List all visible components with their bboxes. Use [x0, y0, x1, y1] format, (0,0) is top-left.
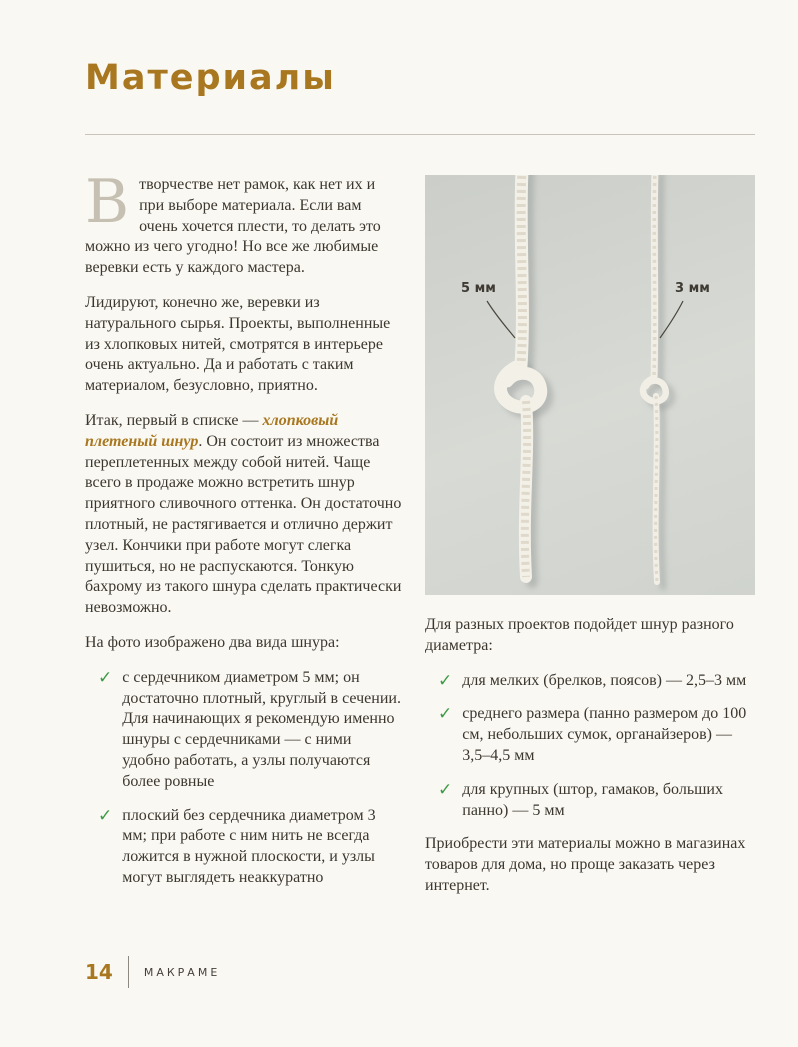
- paragraph-cotton-cord-before: Итак, первый в списке —: [85, 411, 263, 429]
- list-item-medium-projects: [425, 704, 755, 766]
- list-item-text: для крупных (штор, гамаков, больших панно) — 5 мм: [462, 780, 723, 819]
- page-footer: [85, 956, 220, 988]
- page-content: [85, 58, 755, 911]
- label-5mm: 5 мм: [461, 281, 496, 296]
- title-divider: [85, 134, 755, 135]
- paragraph-cotton-cord: [85, 411, 403, 619]
- check-icon: ✓: [438, 704, 453, 725]
- list-item-small-projects: [425, 671, 755, 692]
- highlight-cotton-braided-cord: хлопковый плетеный шнур: [85, 411, 339, 450]
- page-number: 14: [85, 960, 113, 984]
- page-title: Материалы: [85, 58, 336, 98]
- label-3mm: 3 мм: [675, 281, 710, 296]
- paragraph-cotton-cord-after: . Он состоит из множества переплетенных между собой нитей. Чаще всего в продаже можно встретить шнур приятного сливочного оттенка. Он достаточно плотный, не растягивается и отлично держит узел. Кончики при работе могут слегка пушиться, но не распускаются. Тонкую бахрому из такого шнура сделать практически невозможно.: [85, 432, 402, 617]
- list-item-text: среднего размера (панно размером до 100 см, небольших сумок, органайзеров) — 3,5–4,5 мм: [462, 705, 747, 764]
- list-item-large-projects: [425, 780, 755, 822]
- two-column-layout: [85, 167, 755, 911]
- check-icon: ✓: [98, 805, 113, 826]
- book-title: МАКРАМЕ: [143, 965, 221, 979]
- paragraph-where-to-buy: Приобрести эти материалы можно в магазинах товаров для дома, но проще заказать через интернет.: [425, 835, 746, 894]
- list-item-cord-5mm: [85, 668, 403, 793]
- footer-divider: [128, 956, 129, 988]
- check-icon: ✓: [438, 779, 453, 800]
- paragraph-photo-lead-in: На фото изображено два вида шнура:: [85, 633, 340, 651]
- list-item-text: с сердечником диаметром 5 мм; он достаточно плотный, круглый в сечении. Для начинающих я рекомендую именно шнуры с сердечниками — с ними удобно работать, а узлы получаются более ровные: [122, 668, 401, 790]
- paragraph-natural-fibers: Лидируют, конечно же, веревки из натурального сырья. Проекты, выполненные из хлопковых нитей, смотрятся в интерьере очень актуально. Да и работать с таким материалом, безусловно, приятно.: [85, 293, 391, 395]
- list-item-text: плоский без сердечника диаметром 3 мм; при работе с ним нить не всегда ложится в нужной плоскости, и узлы могут выглядеть неаккуратно: [122, 806, 376, 886]
- drop-cap: В: [85, 167, 130, 237]
- check-icon: ✓: [438, 670, 453, 691]
- right-column: [425, 175, 755, 911]
- cord-photo: [425, 175, 755, 595]
- cord-illustration: [425, 175, 755, 595]
- list-item-cord-3mm: [85, 806, 403, 889]
- left-column: [85, 167, 403, 911]
- intro-paragraph-text: творчестве нет рамок, как нет их и при выборе материала. Если вам очень хочется плести, то делать это можно из чего угодно! Но все же любимые веревки есть у каждого мастера.: [85, 176, 381, 277]
- check-icon: ✓: [98, 667, 113, 688]
- paragraph-diameter-intro: Для разных проектов подойдет шнур разного диаметра:: [425, 616, 734, 654]
- intro-paragraph: [85, 167, 403, 279]
- list-item-text: для мелких (брелков, поясов) — 2,5–3 мм: [462, 671, 747, 689]
